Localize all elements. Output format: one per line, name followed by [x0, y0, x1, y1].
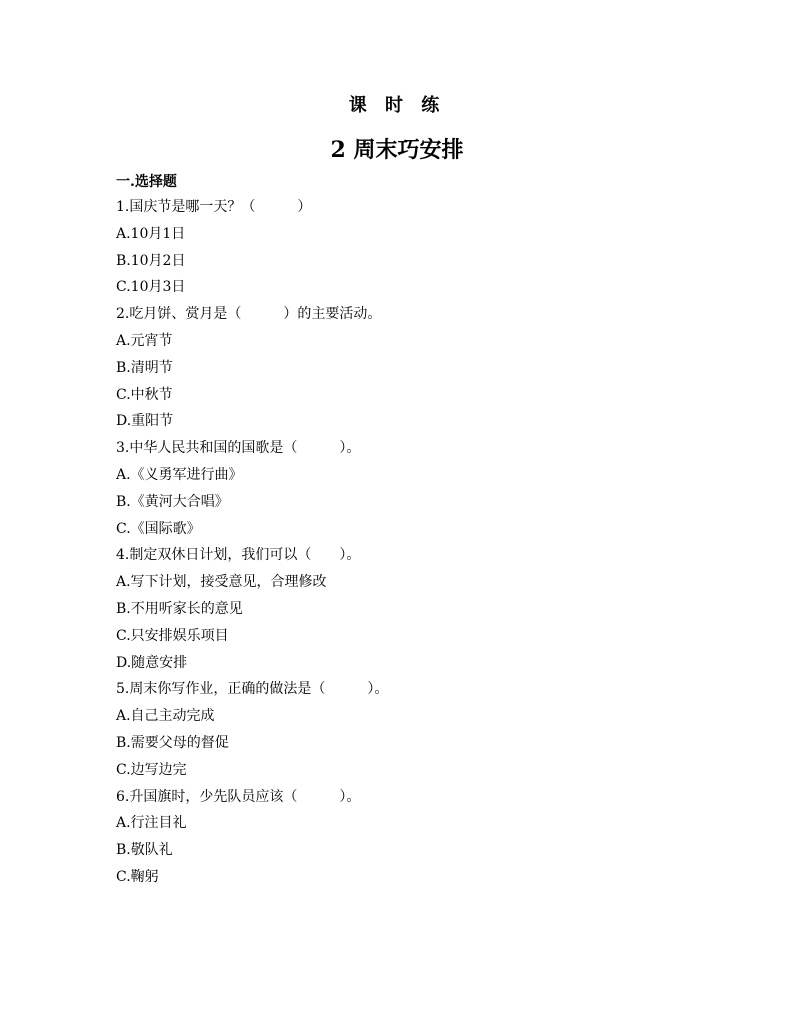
question-3-stem: 3.中华人民共和国的国歌是（ ）。 [116, 440, 361, 457]
question-2-option-d: D.重阳节 [116, 413, 174, 430]
section-heading: 一.选择题 [116, 174, 177, 190]
question-5-option-a: A.自己主动完成 [116, 708, 215, 725]
question-2-option-a: A.元宵节 [116, 332, 173, 349]
question-1-option-b: B.10月2日 [116, 252, 186, 269]
question-3-option-a: A.《义勇军进行曲》 [116, 466, 243, 483]
question-3-option-c: C.《国际歌》 [116, 520, 201, 537]
question-5-option-b: B.需要父母的督促 [116, 734, 229, 751]
question-4-option-d: D.随意安排 [116, 654, 188, 671]
question-2-option-c: C.中秋节 [116, 386, 173, 403]
question-5-option-c: C.边写边完 [116, 761, 187, 778]
question-2-stem: 2.吃月饼、赏月是（ ）的主要活动。 [116, 306, 382, 323]
question-3-option-b: B.《黄河大合唱》 [116, 493, 229, 510]
question-4-option-c: C.只安排娱乐项目 [116, 627, 229, 644]
question-6-option-a: A.行注目礼 [116, 815, 187, 832]
worksheet-header: 课 时 练 [348, 95, 446, 116]
question-1-option-a: A.10月1日 [116, 225, 186, 242]
question-5-stem: 5.周末你写作业，正确的做法是（ ）。 [116, 681, 389, 698]
question-list [116, 197, 716, 894]
question-1-stem: 1.国庆节是哪一天？（ ） [116, 199, 312, 215]
lesson-title: 2 周末巧安排 [330, 137, 464, 163]
question-6-option-c: C.鞠躬 [116, 868, 159, 885]
question-2-option-b: B.清明节 [116, 359, 173, 376]
question-4-option-b: B.不用听家长的意见 [116, 600, 243, 617]
question-1-option-c: C.10月3日 [116, 279, 186, 296]
question-4-stem: 4.制定双休日计划，我们可以（ ）。 [116, 547, 361, 564]
question-6-option-b: B.敬队礼 [116, 842, 173, 859]
question-4-option-a: A.写下计划，接受意见，合理修改 [116, 574, 327, 591]
question-6-stem: 6.升国旗时，少先队员应该（ ）。 [116, 788, 361, 805]
